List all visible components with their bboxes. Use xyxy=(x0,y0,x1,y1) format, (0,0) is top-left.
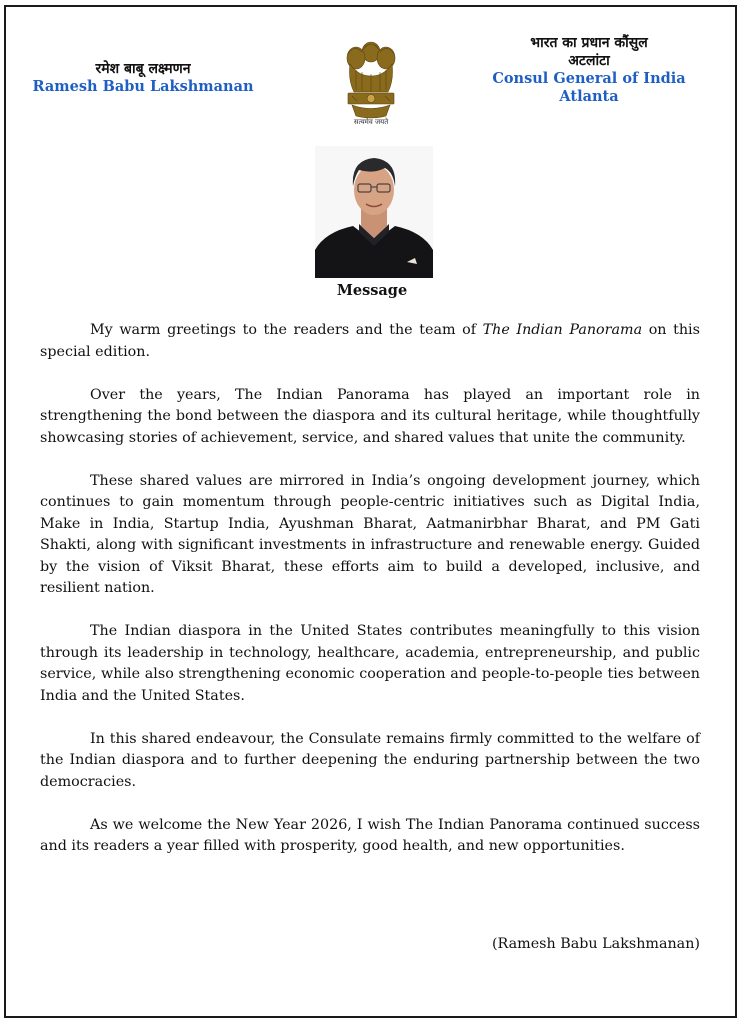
paragraph-2: Over the years, The Indian Panorama has played an important role in strengthening the bond between the diaspora and its cultural heritage, while thoughtfully showcasing stories of achievement, service, and shared values that unite the community. xyxy=(40,386,700,446)
paragraph-3: These shared values are mirrored in India’s ongoing development journey, which continues to gain momentum through people-centric initiatives such as Digital India, Make in India, Startup India, Ayushman Bharat, Aatmanirbhar Bharat, and PM Gati Shakti, along with significant investments in infrastructure and renewable energy. Guided by the vision of Viksit Bharat, these efforts aim to build a developed, inclusive, and resilient nation. xyxy=(40,472,700,596)
publication-name: The Indian Panorama xyxy=(482,322,643,338)
office-title-hindi-line1: भारत का प्रधान कौंसुल xyxy=(530,35,648,51)
office-title-block xyxy=(474,34,704,106)
sender-name-hindi: रमेश बाबू लक्ष्मणन xyxy=(95,61,191,77)
sender-name-english: Ramesh Babu Lakshmanan xyxy=(32,78,254,95)
message-title: Message xyxy=(336,282,408,299)
emblem-motto: सत्यमेव जयते xyxy=(353,118,389,126)
paragraph-1: My warm greetings to the readers and the team of The Indian Panorama on this special edition. xyxy=(40,322,700,360)
office-title-english-line1: Consul General of India xyxy=(492,70,686,87)
sender-name-block xyxy=(26,60,260,96)
consul-portrait xyxy=(315,146,433,278)
message-body xyxy=(40,320,700,879)
paragraph-6: As we welcome the New Year 2026, I wish The Indian Panorama continued success and its readers a year filled with prosperity, good health, and new opportunities. xyxy=(40,816,700,854)
office-title-english-line2: Atlanta xyxy=(559,88,619,105)
office-title-hindi-line2: अटलांटा xyxy=(568,53,610,69)
paragraph-5: In this shared endeavour, the Consulate remains firmly committed to the welfare of the Indian diaspora and to further deepening the enduring partnership between the two democracies. xyxy=(40,730,700,790)
paragraph-4: The Indian diaspora in the United States contributes meaningfully to this vision through its leadership in technology, healthcare, academia, entrepreneurship, and public service, while also strengthening economic cooperation and people-to-people ties between India and the United States. xyxy=(40,623,700,704)
signature: (Ramesh Babu Lakshmanan) xyxy=(491,936,700,952)
